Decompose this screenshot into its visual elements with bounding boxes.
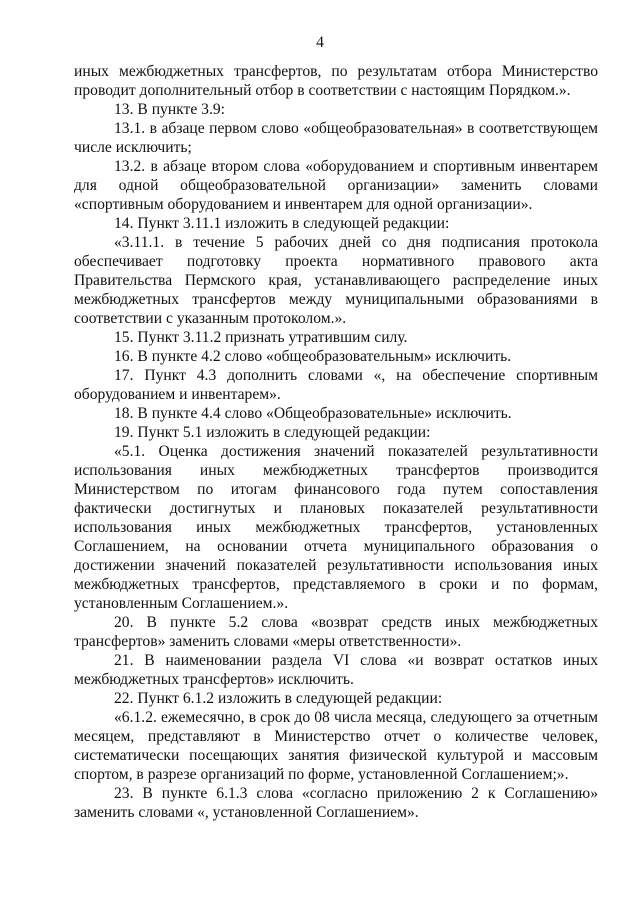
document-body bbox=[74, 62, 598, 822]
paragraph: 19. Пункт 5.1 изложить в следующей редакции: bbox=[114, 424, 431, 441]
paragraph: 13. В пункте 3.9: bbox=[114, 101, 226, 118]
paragraph: «5.1. Оценка достижения значений показателей результативности использования иных межбюджетных трансфертов производится Министерством по итогам финансового года путем сопоставления фактически достигнутых и плановых показателей результативности использования иных межбюджетных трансфертов, установленных Соглашением, на основании отчета муниципального образования о достижении значений показателей результативности использования иных межбюджетных трансфертов, представляемого в сроки и по формам, установленным Соглашением.». bbox=[74, 443, 598, 612]
paragraph: иных межбюджетных трансфертов, по результатам отбора Министерство проводит дополнительный отбор в соответствии с настоящим Порядком.». bbox=[74, 63, 598, 99]
paragraph: 13.2. в абзаце втором слова «оборудованием и спортивным инвентарем для одной общеобразовательной организации» заменить словами «спортивным оборудованием и инвентарем для одной организации». bbox=[74, 158, 598, 213]
paragraph: 18. В пункте 4.4 слово «Общеобразовательные» исключить. bbox=[114, 405, 512, 422]
paragraph: 14. Пункт 3.11.1 изложить в следующей редакции: bbox=[114, 215, 450, 232]
paragraph: 23. В пункте 6.1.3 слова «согласно приложению 2 к Соглашению» заменить словами «, установленной Соглашением». bbox=[74, 785, 598, 821]
paragraph: «6.1.2. ежемесячно, в срок до 08 числа месяца, следующего за отчетным месяцем, представляют в Министерство отчет о количестве человек, систематически посещающих занятия физической культурой и массовым спортом, в разрезе организаций по форме, установленной Соглашением;». bbox=[74, 709, 598, 783]
page-number: 4 bbox=[316, 34, 324, 51]
paragraph: 16. В пункте 4.2 слово «общеобразовательным» исключить. bbox=[114, 348, 512, 365]
paragraph: 22. Пункт 6.1.2 изложить в следующей редакции: bbox=[114, 690, 443, 707]
paragraph: 20. В пункте 5.2 слова «возврат средств иных межбюджетных трансфертов» заменить словами «меры ответственности». bbox=[74, 614, 598, 650]
paragraph: 17. Пункт 4.3 дополнить словами «, на обеспечение спортивным оборудованием и инвентарем». bbox=[74, 367, 598, 403]
paragraph: 21. В наименовании раздела VI слова «и возврат остатков иных межбюджетных трансфертов» исключить. bbox=[74, 652, 598, 688]
paragraph: 15. Пункт 3.11.2 признать утратившим силу. bbox=[114, 329, 408, 346]
paragraph: 13.1. в абзаце первом слово «общеобразовательная» в соответствующем числе исключить; bbox=[74, 120, 598, 156]
paragraph: «3.11.1. в течение 5 рабочих дней со дня подписания протокола обеспечивает подготовку проекта нормативного правового акта Правительства Пермского края, устанавливающего распределение иных межбюджетных трансфертов между муниципальными образованиями в соответствии с указанным протоколом.». bbox=[74, 234, 598, 327]
